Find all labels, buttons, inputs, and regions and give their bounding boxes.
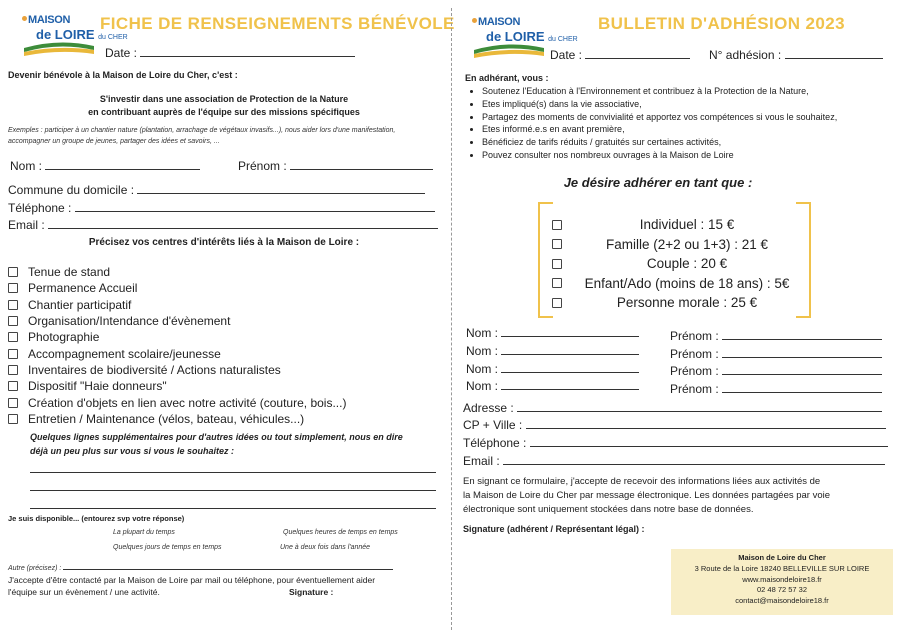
commitment-line-2: en contribuant auprès de l'équipe sur des missions spécifiques [88, 107, 360, 117]
checkbox[interactable] [552, 220, 562, 230]
page-title: BULLETIN D'ADHÉSION 2023 [598, 14, 845, 33]
availability-option[interactable]: Quelques heures de temps en temps [283, 529, 398, 536]
interest-item[interactable]: Chantier participatif [8, 297, 346, 313]
checkbox[interactable] [8, 381, 18, 391]
interest-item[interactable]: Permanence Accueil [8, 280, 346, 296]
telephone-field[interactable]: Téléphone : [463, 436, 888, 450]
list-item: • Partagez des moments de convivialité et apportez vos compétences si vous le souhaitez, [482, 111, 837, 124]
availability-option[interactable]: Une à deux fois dans l'année [280, 544, 371, 551]
consent-line-1: En signant ce formulaire, j'accepte de recevoir des informations liées aux activités de [463, 476, 821, 487]
consent-line-3: électronique sont uniquement stockées dans notre base de données. [463, 504, 754, 515]
contact-email[interactable]: contact@maisondeloire18.fr [735, 596, 829, 606]
examples-line-1: Exemples : participer à un chantier nature (plantation, arrachage de végétaux invasifs...), nous aider lors d'une manifestation, [8, 127, 396, 134]
commune-field[interactable]: Commune du domicile : [8, 183, 425, 197]
interest-item[interactable]: Photographie [8, 329, 346, 345]
interest-item[interactable]: Dispositif "Haie donneurs" [8, 378, 346, 394]
cp-ville-field[interactable]: CP + Ville : [463, 418, 886, 432]
telephone-field[interactable]: Téléphone : [8, 201, 435, 215]
bracket-left [538, 202, 553, 318]
prenom-field[interactable]: Prénom : [670, 364, 882, 378]
intro-text: Devenir bénévole à la Maison de Loire du Cher, c'est : [8, 70, 238, 80]
extra-ideas-line-2: déjà un peu plus sur vous si vous le souhaitez : [30, 446, 235, 456]
availability-label: Je suis disponible... (entourez svp votre réponse) [8, 514, 185, 523]
writing-line[interactable] [30, 490, 436, 491]
interest-item[interactable]: Accompagnement scolaire/jeunesse [8, 345, 346, 361]
consent-line-1: J'accepte d'être contacté par la Maison de Loire par mail ou téléphone, pour éventuellement aider [8, 575, 376, 585]
adresse-field[interactable]: Adresse : [463, 401, 882, 415]
signature-label: Signature : [289, 587, 334, 597]
examples-line-2: accompagner un groupe de jeunes, partager des idées et savoirs, ... [8, 138, 220, 145]
autre-field[interactable]: Autre (précisez) : [8, 563, 393, 572]
checkbox[interactable] [8, 267, 18, 277]
interest-item[interactable]: Inventaires de biodiversité / Actions naturalistes [8, 362, 346, 378]
membership-option[interactable]: Couple : 20 € [552, 254, 802, 274]
interest-item[interactable]: Entretien / Maintenance (vélos, bateau, véhicules...) [8, 411, 346, 427]
membership-option[interactable]: Personne morale : 25 € [552, 293, 802, 313]
nom-field[interactable]: Nom : [466, 379, 639, 393]
prenom-field[interactable]: Prénom : [670, 382, 882, 396]
nom-field[interactable]: Nom : [466, 362, 639, 376]
advantages-list [465, 85, 837, 162]
date-field[interactable]: Date : [105, 46, 355, 60]
interests-title: Précisez vos centres d'intérêts liés à la Maison de Loire : [88, 237, 360, 248]
contact-phone: 02 48 72 57 32 [756, 585, 808, 595]
adhesion-number-field[interactable]: N° adhésion : [709, 48, 883, 62]
choice-title: Je désire adhérer en tant que : [563, 175, 753, 190]
membership-options [552, 215, 802, 313]
interest-item[interactable]: Création d'objets en lien avec notre activité (couture, bois...) [8, 394, 346, 410]
contact-address: 3 Route de la Loire 18240 BELLEVILLE SUR LOIRE [694, 563, 870, 573]
checkbox[interactable] [8, 398, 18, 408]
list-item: • Etes informé.e.s en avant première, [482, 123, 837, 136]
consent-line-2: la Maison de Loire du Cher par message électronique. Les données partagées par voie [463, 490, 831, 501]
checkbox[interactable] [8, 414, 18, 424]
email-field[interactable]: Email : [463, 454, 885, 468]
checkbox[interactable] [552, 259, 562, 269]
membership-option[interactable]: Individuel : 15 € [552, 215, 802, 235]
email-field[interactable]: Email : [8, 218, 438, 232]
writing-line[interactable] [30, 472, 436, 473]
contact-box [671, 549, 893, 615]
list-item: • Soutenez l'Education à l'Environnement et contribuez à la Protection de la Nature, [482, 85, 837, 98]
checkbox[interactable] [552, 239, 562, 249]
contact-website[interactable]: www.maisondeloire18.fr [742, 574, 822, 584]
checkbox[interactable] [8, 349, 18, 359]
availability-option[interactable]: Quelques jours de temps en temps [113, 544, 222, 551]
commitment-line-1: S'investir dans une association de Protection de la Nature [99, 94, 349, 104]
interest-item[interactable]: Organisation/Intendance d'évènement [8, 313, 346, 329]
checkbox[interactable] [8, 316, 18, 326]
membership-form [458, 0, 900, 636]
cut-line [451, 8, 452, 630]
prenom-field[interactable]: Prénom : [670, 329, 882, 343]
nom-field[interactable]: Nom : [466, 326, 639, 340]
prenom-field[interactable]: Prénom : [238, 159, 433, 173]
nom-field[interactable]: Nom : [10, 159, 200, 173]
list-item: • Bénéficiez de tarifs réduits / gratuités sur certaines activités, [482, 136, 837, 149]
contact-name: Maison de Loire du Cher [738, 553, 826, 562]
availability-option[interactable]: La plupart du temps [113, 529, 175, 536]
interests-list [8, 264, 346, 427]
checkbox[interactable] [8, 332, 18, 342]
intro-text: En adhérant, vous : [465, 73, 549, 83]
prenom-field[interactable]: Prénom : [670, 347, 882, 361]
list-item: • Pouvez consulter nos nombreux ouvrages à la Maison de Loire [482, 149, 837, 162]
page-title: FICHE DE RENSEIGNEMENTS BÉNÉVOLE [100, 14, 455, 33]
nom-field[interactable]: Nom : [466, 344, 639, 358]
checkbox[interactable] [8, 365, 18, 375]
extra-ideas-line-1: Quelques lignes supplémentaires pour d'autres idées ou tout simplement, nous en dire [30, 432, 403, 442]
maison-de-loire-logo: MAISON de LOIRE du CHER [22, 10, 94, 58]
date-field[interactable]: Date : [550, 48, 690, 62]
checkbox[interactable] [552, 298, 562, 308]
interest-item[interactable]: Tenue de stand [8, 264, 346, 280]
checkbox[interactable] [8, 300, 18, 310]
list-item: • Etes impliqué(s) dans la vie associative, [482, 98, 837, 111]
writing-line[interactable] [30, 508, 436, 509]
maison-de-loire-logo: MAISON de LOIRE du CHER [472, 12, 544, 60]
checkbox[interactable] [8, 283, 18, 293]
consent-line-2: l'équipe sur un évènement / une activité. [8, 587, 160, 597]
signature-label: Signature (adhérent / Représentant légal) : [463, 524, 645, 534]
membership-option[interactable]: Famille (2+2 ou 1+3) : 21 € [552, 235, 802, 255]
checkbox[interactable] [552, 278, 562, 288]
membership-option[interactable]: Enfant/Ado (moins de 18 ans) : 5€ [552, 274, 802, 294]
